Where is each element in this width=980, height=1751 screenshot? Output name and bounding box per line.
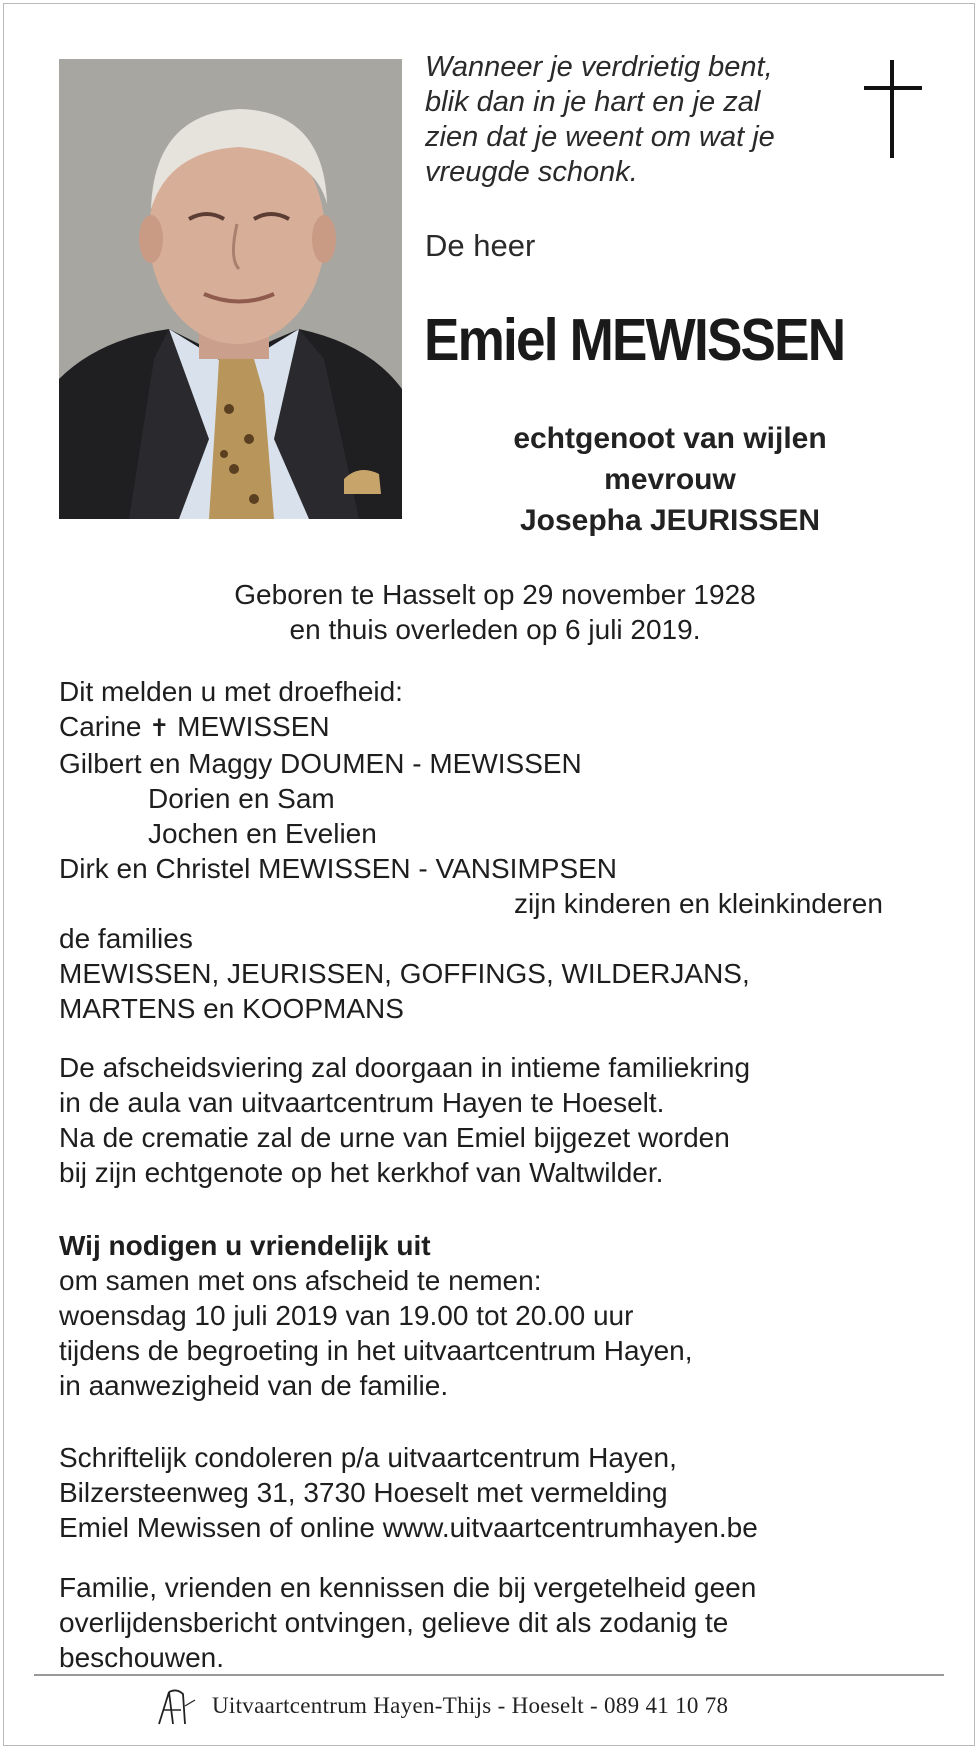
notice-line: overlijdensbericht ontvingen, gelieve dit als zodanig te [59, 1607, 729, 1638]
birth-death-dates [0, 577, 980, 647]
mourner-line: Gilbert en Maggy DOUMEN - MEWISSEN [59, 748, 582, 779]
deceased-name: Emiel MEWISSEN [424, 307, 845, 373]
mourners-intro: Dit melden u met droefheid: [59, 676, 403, 707]
funeral-home-logo-icon [155, 1686, 199, 1726]
mourner-line: Dirk en Christel MEWISSEN - VANSIMPSEN [59, 853, 618, 884]
mourner-last-name: MEWISSEN [177, 711, 330, 742]
invitation [59, 1228, 939, 1403]
ceremony-line: bij zijn echtgenote op het kerkhof van Waltwilder. [59, 1157, 664, 1188]
ceremony-line: in de aula van uitvaartcentrum Hayen te Hoeselt. [59, 1087, 665, 1118]
condolences-line: Schriftelijk condoleren p/a uitvaartcentrum Hayen, [59, 1442, 677, 1473]
spouse-line: mevrouw [604, 463, 736, 496]
grandchildren-line: Dorien en Sam [148, 783, 335, 814]
invitation-heading: Wij nodigen u vriendelijk uit [59, 1230, 431, 1261]
mourners-list [59, 674, 939, 1026]
spouse-info [420, 418, 920, 541]
memorial-poem [425, 50, 825, 190]
footer-divider [34, 1674, 944, 1676]
invitation-line: om samen met ons afscheid te nemen: [59, 1265, 542, 1296]
ceremony-line: Na de crematie zal de urne van Emiel bijgezet worden [59, 1122, 730, 1153]
mourner-carine [59, 709, 939, 746]
grandchildren-line: Jochen en Evelien [148, 818, 377, 849]
notice-line: Familie, vrienden en kennissen die bij vergetelheid geen [59, 1572, 757, 1603]
honorific: De heer [425, 228, 536, 263]
footer [155, 1686, 835, 1726]
notice-line: beschouwen. [59, 1642, 225, 1673]
poem-line: blik dan in je hart en je zal [425, 86, 761, 118]
ceremony-line: De afscheidsviering zal doorgaan in intieme familiekring [59, 1052, 751, 1083]
deceased-dagger-icon: ✝ [149, 715, 170, 742]
condolences-line: Emiel Mewissen of online www.uitvaartcentrumhayen.be [59, 1512, 758, 1543]
invitation-line: in aanwezigheid van de familie. [59, 1370, 449, 1401]
invitation-line: woensdag 10 juli 2019 van 19.00 tot 20.00 uur [59, 1300, 634, 1331]
invitation-line: tijdens de begroeting in het uitvaartcentrum Hayen, [59, 1335, 693, 1366]
poem-line: Wanneer je verdrietig bent, [425, 51, 773, 83]
birth-line: Geboren te Hasselt op 29 november 1928 [234, 579, 756, 610]
poem-line: zien dat je weent om wat je [425, 121, 775, 153]
notice [59, 1570, 939, 1675]
spouse-name: Josepha JEURISSEN [519, 504, 821, 537]
condolences-line: Bilzersteenweg 31, 3730 Hoeselt met vermelding [59, 1477, 668, 1508]
poem-line: vreugde schonk. [425, 156, 638, 188]
relation-line: zijn kinderen en kleinkinderen [514, 888, 883, 919]
portrait-photo [59, 59, 402, 519]
death-line: en thuis overleden op 6 juli 2019. [289, 614, 701, 645]
families-line: MARTENS en KOOPMANS [59, 993, 404, 1024]
families-label: de families [59, 923, 193, 954]
condolences-info [59, 1440, 939, 1545]
families-line: MEWISSEN, JEURISSEN, GOFFINGS, WILDERJANS, [59, 958, 750, 989]
mourner-first-name: Carine [59, 711, 142, 742]
cross-icon [864, 60, 922, 160]
spouse-line: echtgenoot van wijlen [513, 422, 827, 455]
funeral-home-contact: Uitvaartcentrum Hayen-Thijs - Hoeselt - 089 41 10 78 [212, 1693, 729, 1718]
ceremony-info [59, 1050, 939, 1190]
